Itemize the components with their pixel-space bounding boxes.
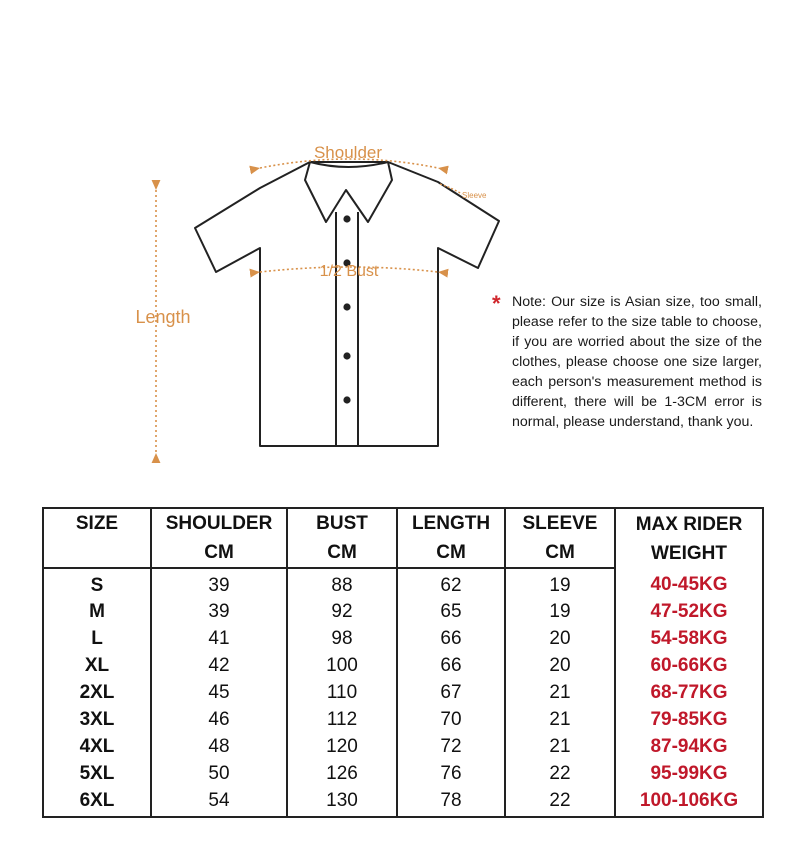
cell-sleeve: 19 — [505, 598, 615, 625]
cell-size: L — [43, 625, 151, 652]
size-table — [42, 507, 764, 818]
cell-length: 70 — [397, 706, 505, 733]
table-row — [43, 706, 763, 733]
cell-shoulder: 39 — [151, 598, 287, 625]
header-sleeve-unit: CM — [505, 538, 615, 568]
cell-size: 3XL — [43, 706, 151, 733]
cell-size: 6XL — [43, 787, 151, 817]
cell-size: M — [43, 598, 151, 625]
cell-weight: 60-66KG — [615, 652, 763, 679]
cell-size: 5XL — [43, 760, 151, 787]
cell-shoulder: 39 — [151, 568, 287, 598]
table-row — [43, 679, 763, 706]
cell-shoulder: 48 — [151, 733, 287, 760]
cell-length: 66 — [397, 625, 505, 652]
cell-weight: 68-77KG — [615, 679, 763, 706]
table-row — [43, 652, 763, 679]
cell-bust: 100 — [287, 652, 397, 679]
cell-shoulder: 42 — [151, 652, 287, 679]
cell-sleeve: 19 — [505, 568, 615, 598]
shoulder-label: Shoulder — [313, 143, 383, 162]
cell-shoulder: 45 — [151, 679, 287, 706]
cell-length: 76 — [397, 760, 505, 787]
header-sleeve: SLEEVE — [505, 508, 615, 538]
cell-length: 65 — [397, 598, 505, 625]
length-label: Length — [135, 307, 191, 327]
cell-sleeve: 22 — [505, 760, 615, 787]
cell-weight: 79-85KG — [615, 706, 763, 733]
cell-weight: 40-45KG — [615, 568, 763, 598]
cell-weight: 87-94KG — [615, 733, 763, 760]
cell-bust: 130 — [287, 787, 397, 817]
header-shoulder: SHOULDER — [151, 508, 287, 538]
cell-length: 72 — [397, 733, 505, 760]
cell-shoulder: 50 — [151, 760, 287, 787]
cell-bust: 126 — [287, 760, 397, 787]
cell-size: 4XL — [43, 733, 151, 760]
cell-sleeve: 20 — [505, 652, 615, 679]
header-shoulder-unit: CM — [151, 538, 287, 568]
sleeve-label: Sleeve — [462, 191, 487, 200]
cell-bust: 92 — [287, 598, 397, 625]
cell-bust: 98 — [287, 625, 397, 652]
cell-weight: 100-106KG — [615, 787, 763, 817]
table-row — [43, 625, 763, 652]
cell-size: XL — [43, 652, 151, 679]
cell-shoulder: 46 — [151, 706, 287, 733]
cell-size: S — [43, 568, 151, 598]
cell-bust: 120 — [287, 733, 397, 760]
header-length: LENGTH — [397, 508, 505, 538]
cell-shoulder: 41 — [151, 625, 287, 652]
header-bust-unit: CM — [287, 538, 397, 568]
cell-bust: 112 — [287, 706, 397, 733]
cell-length: 78 — [397, 787, 505, 817]
cell-shoulder: 54 — [151, 787, 287, 817]
table-row — [43, 598, 763, 625]
cell-sleeve: 21 — [505, 733, 615, 760]
cell-size: 2XL — [43, 679, 151, 706]
cell-length: 62 — [397, 568, 505, 598]
cell-bust: 88 — [287, 568, 397, 598]
header-bust: BUST — [287, 508, 397, 538]
cell-bust: 110 — [287, 679, 397, 706]
size-note — [492, 291, 762, 432]
table-row — [43, 733, 763, 760]
cell-sleeve: 21 — [505, 706, 615, 733]
shirt-buttons — [343, 215, 350, 403]
cell-length: 67 — [397, 679, 505, 706]
cell-sleeve: 22 — [505, 787, 615, 817]
cell-weight: 47-52KG — [615, 598, 763, 625]
cell-weight: 95-99KG — [615, 760, 763, 787]
table-row — [43, 568, 763, 598]
header-size-unit — [43, 538, 151, 568]
cell-sleeve: 20 — [505, 625, 615, 652]
table-row — [43, 787, 763, 817]
header-size: SIZE — [43, 508, 151, 538]
header-max-rider-weight: MAX RIDER WEIGHT — [615, 508, 763, 568]
cell-length: 66 — [397, 652, 505, 679]
note-star-icon: * — [492, 291, 501, 316]
note-text: Note: Our size is Asian size, too small, please refer to the size table to choose, if you are worried about the size of the clothes, please choose one size larger, each person's measurement method is different, there will be 1-3CM error is normal, please understand, thank you. — [512, 294, 762, 430]
cell-weight: 54-58KG — [615, 625, 763, 652]
header-length-unit: CM — [397, 538, 505, 568]
table-row — [43, 760, 763, 787]
cell-sleeve: 21 — [505, 679, 615, 706]
bust-label: 1/2 Bust — [319, 263, 379, 280]
